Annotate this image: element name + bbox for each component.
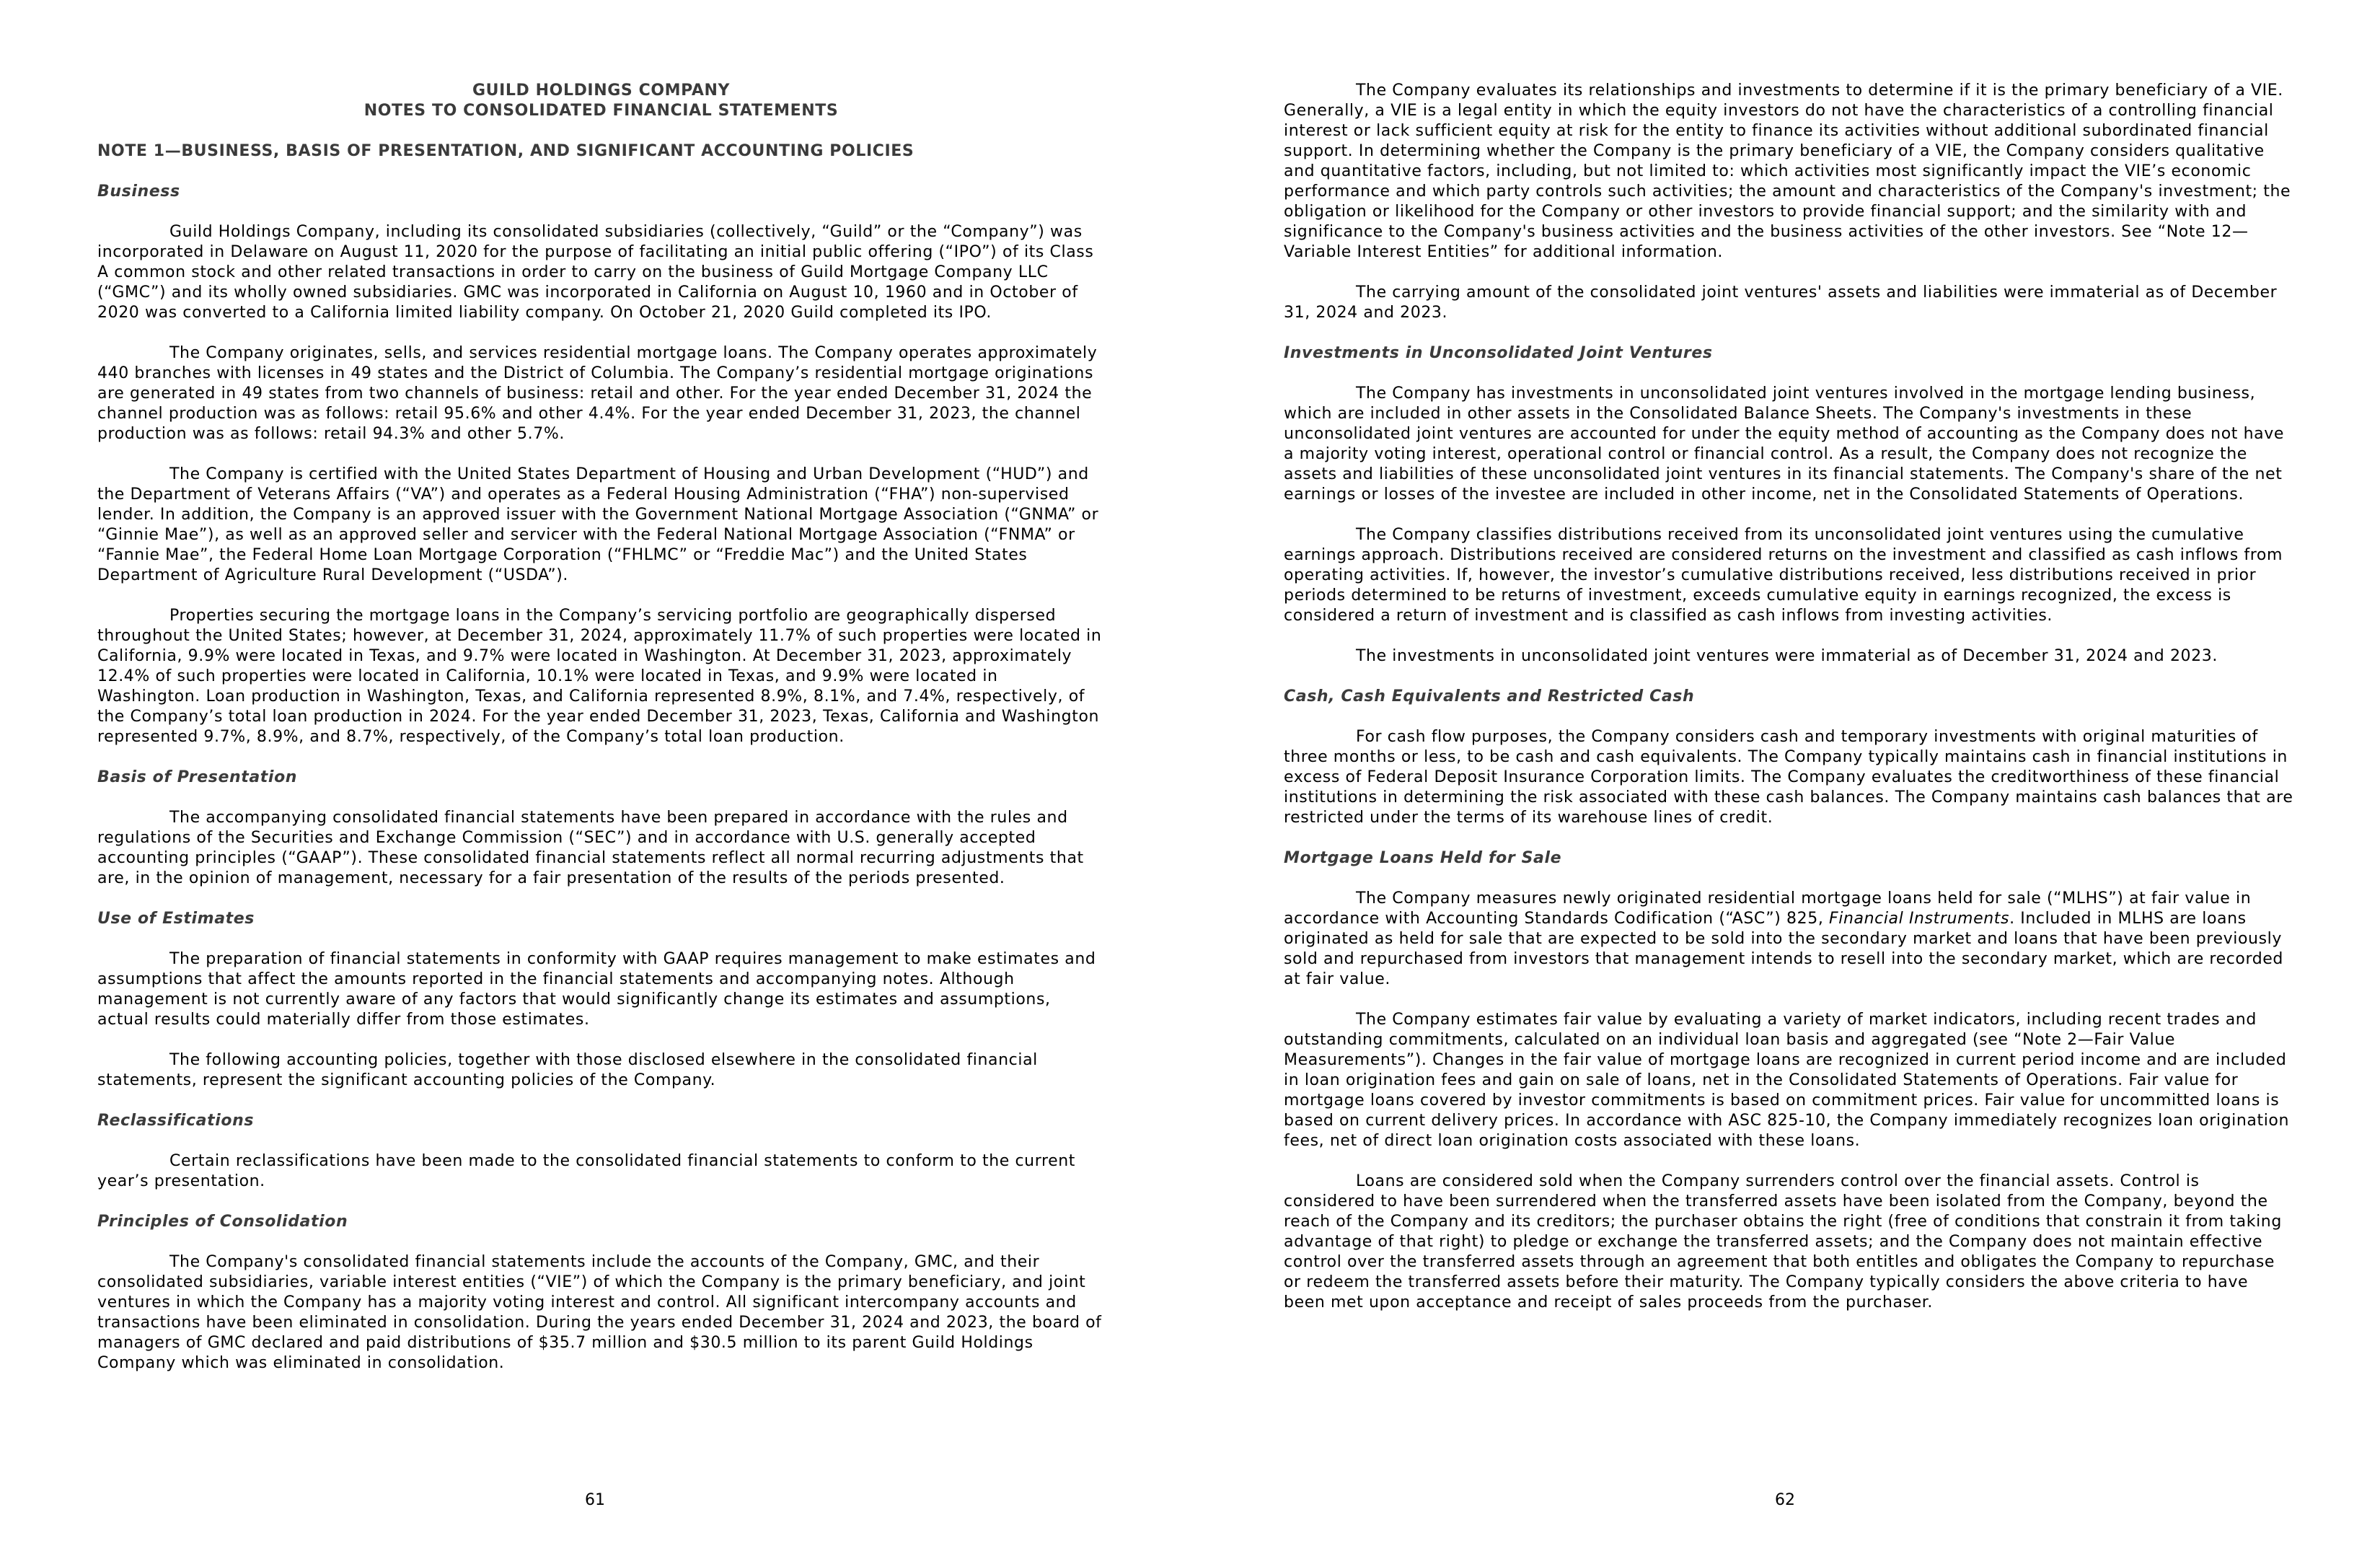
paragraph: The investments in unconsolidated joint ventures were immaterial as of December 31, 2024 and 2023. — [1356, 647, 2218, 665]
section-heading: Principles of Consolidation — [97, 1213, 348, 1231]
section-heading: Use of Estimates — [97, 910, 255, 928]
document-title-line: NOTES TO CONSOLIDATED FINANCIAL STATEMENTS — [363, 102, 839, 120]
paragraph: The Company classifies distributions received from its unconsolidated joint ventures using the cumulative earnings approach. Distributions received are considered returns on the investment and classified as cash inflows from operating activities. If, however, the investor’s cumulative distributions received, less distributions received in prior periods determined to be returns of investment, exceeds cumulative equity in earnings recognized, the excess is considered a return of investment and is classified as cash inflows from investing activities. — [1284, 526, 2283, 625]
paragraph: For cash flow purposes, the Company considers cash and temporary investments with original maturities of three months or less, to be cash and cash equivalents. The Company typically maintains cash in financial institutions in excess of Federal Deposit Insurance Corporation limits. The Company evaluates the creditworthiness of these financial institutions in determining the risk associated with these cash balances. The Company maintains cash balances that are restricted under the terms of its warehouse lines of credit. — [1284, 728, 2293, 827]
paragraph: Properties securing the mortgage loans in the Company’s servicing portfolio are geographically dispersed throughout the United States; however, at December 31, 2024, approximately 11.7% of such properties were located in California, 9.9% were located in Texas, and 9.7% were located in Washington. At December 31, 2023, approximately 12.4% of such properties were located in California, 10.1% were located in Texas, and 9.9% were located in Washington. Loan production in Washington, Texas, and California represented 8.9%, 8.1%, and 7.4%, respectively, of the Company’s total loan production in 2024. For the year ended December 31, 2023, Texas, California and Washington represented 9.7%, 8.9%, and 8.7%, respectively, of the Company’s total loan production. — [97, 607, 1102, 746]
paragraph: Certain reclassifications have been made to the consolidated financial statements to conform to the current year’s presentation. — [97, 1152, 1076, 1190]
text-run: . Included in MLHS are loans originated as held for sale that are expected to be sold into the secondary market and loans that have been previously sold and repurchased from investors that management intends to resell into the secondary market, which are recorded at fair value. — [1284, 910, 2283, 988]
section-heading: Business — [97, 183, 180, 201]
page-62 — [1190, 0, 2380, 1551]
page-61-content — [97, 81, 1105, 1374]
page-62-content — [1284, 81, 2295, 1313]
page-number: 61 — [585, 1491, 605, 1509]
paragraph: The Company originates, sells, and services residential mortgage loans. The Company operates approximately 440 branches with licenses in 49 states and the District of Columbia. The Company’s residential mortgage originations are generated in 49 states from two channels of business: retail and other. For the year ended December 31, 2024 the channel production was as follows: retail 95.6% and other 4.4%. For the year ended December 31, 2023, the channel production was as follows: retail 94.3% and other 5.7%. — [97, 344, 1098, 443]
section-heading: Mortgage Loans Held for Sale — [1284, 849, 1562, 867]
document-title-line: GUILD HOLDINGS COMPANY — [472, 82, 730, 100]
text-run: The Company measures newly originated residential mortgage loans held for sale (“MLHS”) at fair value in accordance with Accounting Standards Codification (“ASC”) 825, — [1284, 889, 2252, 928]
paragraph: Guild Holdings Company, including its consolidated subsidiaries (collectively, “Guild” or the “Company”) was incorporated in Delaware on August 11, 2020 for the purpose of facilitating an initial public offering (“IPO”) of its Class A common stock and other related transactions in order to carry on the business of Guild Mortgage Company LLC (“GMC”) and its wholly owned subsidiaries. GMC was incorporated in California on August 10, 1960 and in October of 2020 was converted to a California limited liability company. On October 21, 2020 Guild completed its IPO. — [97, 223, 1094, 322]
paragraph: The accompanying consolidated financial statements have been prepared in accordance with the rules and regulations of the Securities and Exchange Commission (“SEC”) and in accordance with U.S. generally accepted accounting principles (“GAAP”). These consolidated financial statements reflect all normal recurring adjustments that are, in the opinion of management, necessary for a fair presentation of the results of the periods presented. — [97, 809, 1084, 887]
paragraph: The preparation of financial statements in conformity with GAAP requires management to make estimates and assumptions that affect the amounts reported in the financial statements and accompanying notes. Although management is not currently aware of any factors that would significantly change its estimates and assumptions, actual results could materially differ from those estimates. — [97, 950, 1096, 1029]
paragraph: The Company has investments in unconsolidated joint ventures involved in the mortgage lending business, which are included in other assets in the Consolidated Balance Sheets. The Company's investments in these unconsolidated joint ventures are accounted for under the equity method of accounting as the Company does not have a majority voting interest, operational control or financial control. As a result, the Company does not recognize the assets and liabilities of these unconsolidated joint ventures in its financial statements. The Company's share of the net earnings or losses of the investee are included in other income, net in the Consolidated Statements of Operations. — [1284, 385, 2284, 504]
paragraph: The Company is certified with the United States Department of Housing and Urban Development (“HUD”) and the Department of Veterans Affairs (“VA”) and operates as a Federal Housing Administration (“FHA”) non-supervised lender. In addition, the Company is an approved issuer with the Government National Mortgage Association (“GNMA” or “Ginnie Mae”), as well as an approved seller and servicer with the Federal National Mortgage Association (“FNMA” or “Fannie Mae”, the Federal Home Loan Mortgage Corporation (“FHLMC” or “Freddie Mac”) and the United States Department of Agriculture Rural Development (“USDA”). — [97, 465, 1099, 584]
paragraph: Loans are considered sold when the Company surrenders control over the financial assets. Control is considered to have been surrendered when the transferred assets have been isolated from the Company, beyond the reach of the Company and its creditors; the purchaser obtains the right (free of conditions that constrain it from taking advantage of that right) to pledge or exchange the transferred assets; and the Company does not maintain effective control over the transferred assets through an agreement that both entitles and obligates the Company to repurchase or redeem the transferred assets before their maturity. The Company typically considers the above criteria to have been met upon acceptance and receipt of sales proceeds from the purchaser. — [1284, 1172, 2282, 1311]
paragraph: The Company's consolidated financial statements include the accounts of the Company, GMC, and their consolidated subsidiaries, variable interest entities (“VIE”) of which the Company is the primary beneficiary, and joint ventures in which the Company has a majority voting interest and control. All significant intercompany accounts and transactions have been eliminated in consolidation. During the years ended December 31, 2024 and 2023, the board of managers of GMC declared and paid distributions of $35.7 million and $30.5 million to its parent Guild Holdings Company which was eliminated in consolidation. — [97, 1253, 1102, 1372]
paragraph: The Company evaluates its relationships and investments to determine if it is the primary beneficiary of a VIE. Generally, a VIE is a legal entity in which the equity investors do not have the characteristics of a controlling financial interest or lack sufficient equity at risk for the entity to finance its activities without additional subordinated financial support. In determining whether the Company is the primary beneficiary of a VIE, the Company considers qualitative and quantitative factors, including, but not limited to: which activities most significantly impact the VIE’s economic performance and which party controls such activities; the amount and characteristics of the Company's investment; the obligation or likelihood for the Company or other investors to provide financial support; and the similarity with and significance to the Company's business activities and the business activities of the other investors. See “Note 12—Variable Interest Entities” for additional information. — [1284, 82, 2291, 261]
section-heading: Cash, Cash Equivalents and Restricted Cash — [1284, 687, 1695, 706]
paragraph: The following accounting policies, together with those disclosed elsewhere in the consolidated financial statements, represent the significant accounting policies of the Company. — [97, 1051, 1038, 1089]
section-heading: Reclassifications — [97, 1112, 255, 1130]
section-heading: Investments in Unconsolidated Joint Ventures — [1284, 344, 1713, 362]
page-number: 62 — [1775, 1491, 1795, 1509]
note-heading: NOTE 1—BUSINESS, BASIS OF PRESENTATION, AND SIGNIFICANT ACCOUNTING POLICIES — [97, 142, 914, 160]
paragraph — [1284, 889, 2295, 990]
section-heading: Basis of Presentation — [97, 768, 298, 786]
italic-text-run: Financial Instruments — [1829, 910, 2010, 928]
paragraph: The carrying amount of the consolidated joint ventures' assets and liabilities were immaterial as of December 31, 2024 and 2023. — [1284, 284, 2278, 322]
paragraph: The Company estimates fair value by evaluating a variety of market indicators, including recent trades and outstanding commitments, calculated on an individual loan basis and aggregated (see “Note 2—Fair Value Measurements”). Changes in the fair value of mortgage loans are recognized in current period income and are included in loan origination fees and gain on sale of loans, net in the Consolidated Statements of Operations. Fair value for mortgage loans covered by investor commitments is based on commitment prices. Fair value for uncommitted loans is based on current delivery prices. In accordance with ASC 825-10, the Company immediately recognizes loan origination fees, net of direct loan origination costs associated with these loans. — [1284, 1011, 2290, 1150]
